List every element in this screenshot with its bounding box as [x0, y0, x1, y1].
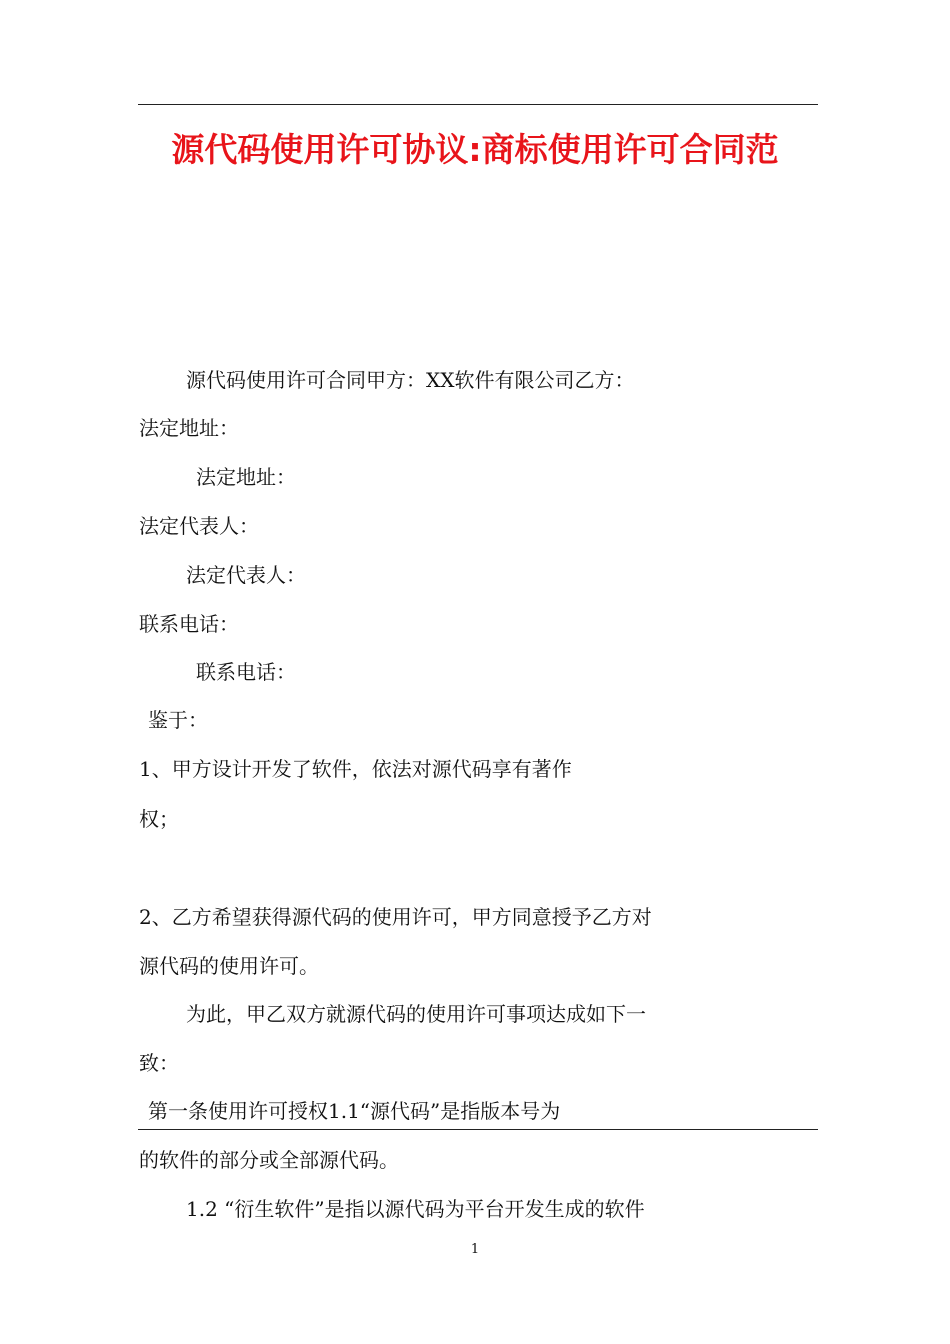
agreement-line-2: 致： — [139, 1051, 179, 1075]
body-rule — [138, 1129, 818, 1130]
phone-line-a: 联系电话： — [139, 612, 239, 636]
recital-2-line-1: 2、乙方希望获得源代码的使用许可，甲方同意授予乙方对 — [139, 905, 652, 929]
article-1-2-line: 1.2 “衍生软件”是指以源代码为平台开发生成的软件 — [186, 1197, 645, 1221]
whereas-line: 鉴于： — [148, 708, 208, 732]
agreement-line-1: 为此，甲乙双方就源代码的使用许可事项达成如下一 — [186, 1002, 646, 1026]
article-1-line-2: 的软件的部分或全部源代码。 — [139, 1148, 399, 1172]
party-line: 源代码使用许可合同甲方：XX软件有限公司乙方： — [186, 368, 635, 392]
recital-1-line-2: 权； — [139, 807, 179, 831]
recital-1-line-1: 1、甲方设计开发了软件，依法对源代码享有著作 — [139, 757, 572, 781]
recital-2-line-2: 源代码的使用许可。 — [139, 954, 319, 978]
address-line-b: 法定地址： — [196, 465, 296, 489]
phone-line-b: 联系电话： — [196, 660, 296, 684]
header-rule — [138, 104, 818, 105]
page-number: 1 — [470, 1242, 480, 1257]
document-title: 源代码使用许可协议:商标使用许可合同范 — [171, 130, 779, 170]
article-1-heading: 第一条使用许可授权1.1“源代码”是指版本号为 — [148, 1099, 561, 1123]
representative-line-a: 法定代表人： — [139, 514, 259, 538]
representative-line-b: 法定代表人： — [186, 563, 306, 587]
address-line-a: 法定地址： — [139, 416, 239, 440]
